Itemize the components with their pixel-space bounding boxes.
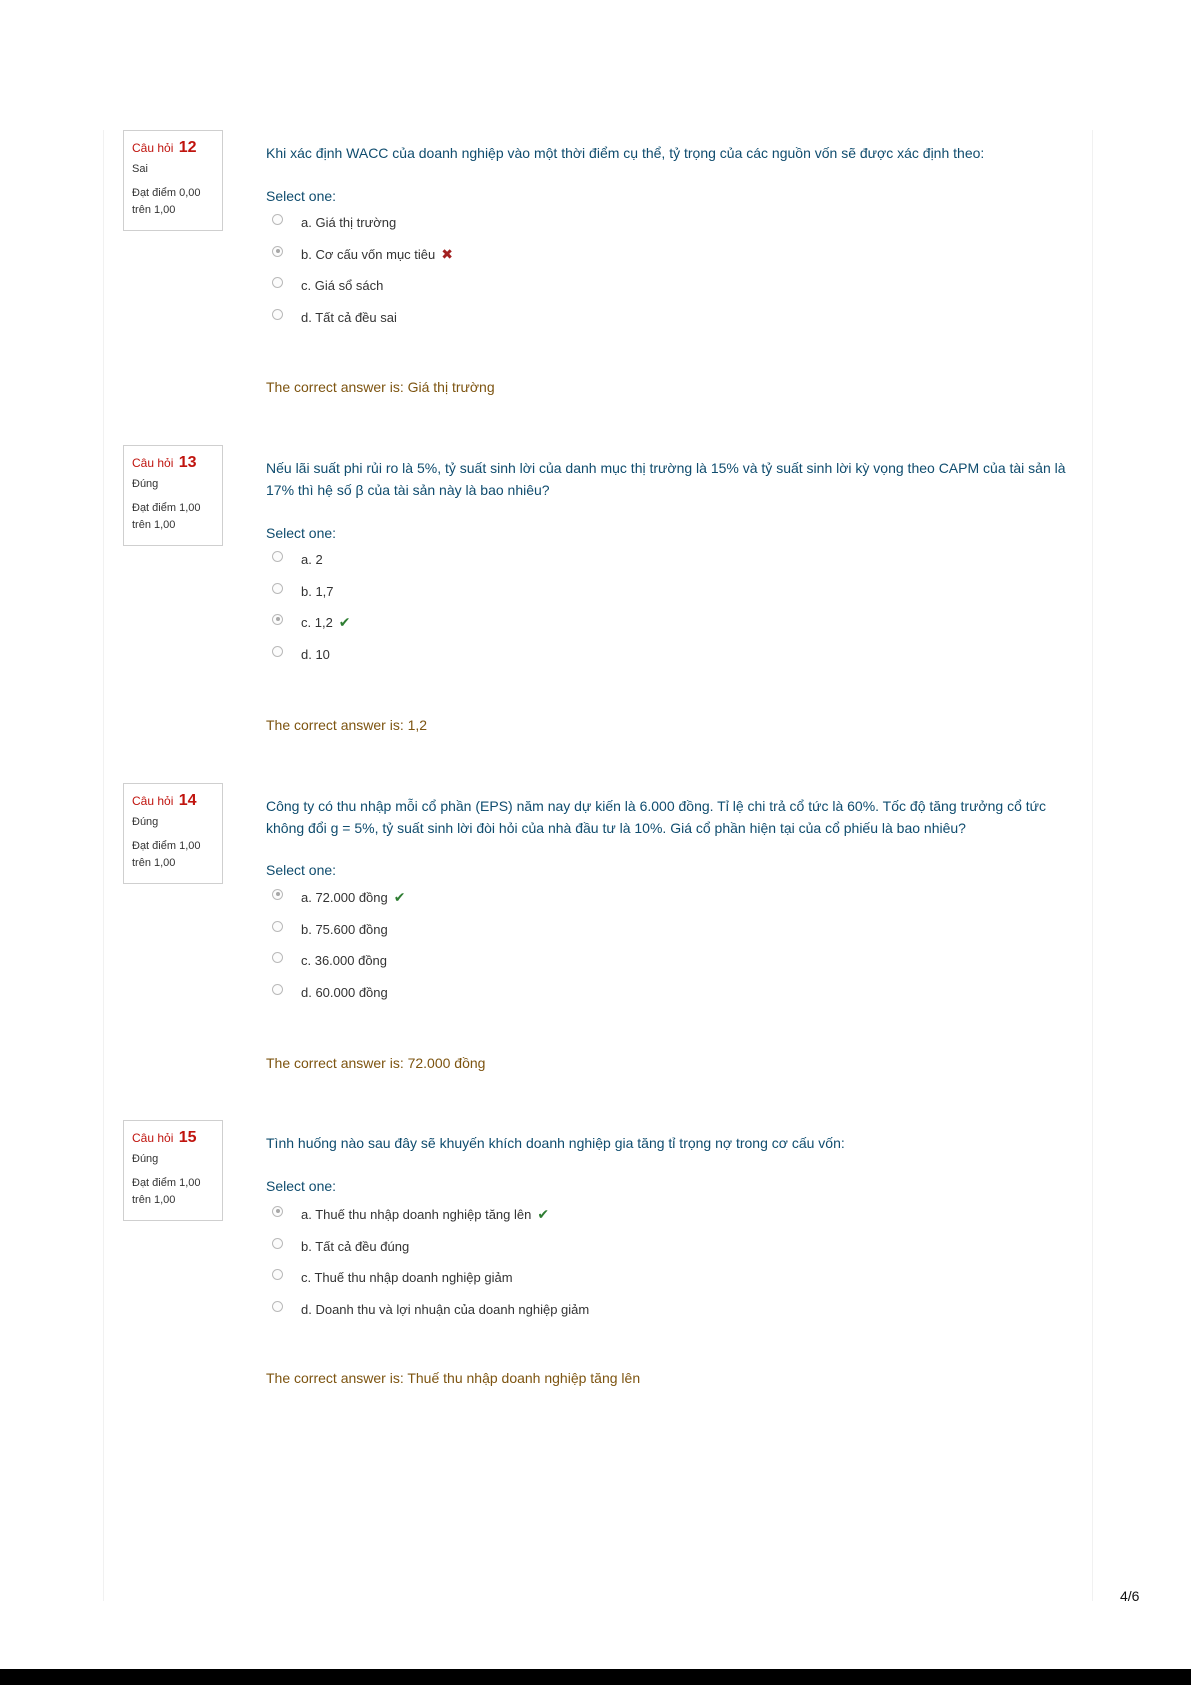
radio-button[interactable] <box>272 214 283 225</box>
question-label: Câu hỏi <box>132 141 174 155</box>
radio-button[interactable] <box>272 551 283 562</box>
question-state: Đúng <box>132 478 159 490</box>
option-label: a. Giá thị trường <box>301 214 397 230</box>
option-label: a. 72.000 đồng <box>301 889 388 905</box>
question-state: Đúng <box>132 1153 159 1165</box>
question-text: Tình huống nào sau đây sẽ khuyến khích doanh nghiệp gia tăng tỉ trọng nợ trong cơ cấu vốn: <box>266 1135 845 1151</box>
question-number-value: 15 <box>178 1129 197 1146</box>
option-label: b. 75.600 đồng <box>301 921 388 937</box>
question-12 <box>123 130 1063 410</box>
option-label: c. 1,2 <box>301 614 333 630</box>
correct-answer-feedback: The correct answer is: Giá thị trường <box>266 379 495 395</box>
question-grade: Đạt điểm 1,00 trên 1,00 <box>132 1177 201 1206</box>
question-number <box>132 792 222 810</box>
question-14 <box>123 783 1063 1073</box>
page-number: 4/6 <box>1120 1588 1140 1604</box>
correct-check-icon: ✔ <box>537 1205 550 1222</box>
radio-button[interactable] <box>272 921 283 932</box>
question-label: Câu hỏi <box>132 1131 174 1145</box>
answer-option-d[interactable] <box>272 645 330 663</box>
question-state: Sai <box>132 163 148 175</box>
radio-button[interactable] <box>272 309 283 320</box>
option-label: b. 1,7 <box>301 583 334 599</box>
radio-button-checked[interactable] <box>272 1206 283 1217</box>
answer-option-b[interactable] <box>272 920 388 938</box>
question-label: Câu hỏi <box>132 456 174 470</box>
radio-button[interactable] <box>272 1238 283 1249</box>
option-label: b. Cơ cấu vốn mục tiêu <box>301 246 436 262</box>
radio-button-checked[interactable] <box>272 246 283 257</box>
question-number <box>132 139 222 157</box>
option-label: c. 36.000 đồng <box>301 952 388 968</box>
radio-button[interactable] <box>272 952 283 963</box>
radio-button[interactable] <box>272 583 283 594</box>
option-label: b. Tất cả đều đúng <box>301 1238 410 1254</box>
question-text: Nếu lãi suất phi rủi ro là 5%, tỷ suất sinh lời của danh mục thị trường là 15% và tỷ suất sinh lời kỳ vọng theo CAPM của tài sản là 17% thì hệ số β của tài sản này là bao nhiêu? <box>266 460 1066 498</box>
option-label: a. 2 <box>301 551 323 567</box>
answer-option-c[interactable] <box>272 276 383 294</box>
radio-button[interactable] <box>272 1301 283 1312</box>
incorrect-icon: ✖ <box>441 245 453 262</box>
radio-button[interactable] <box>272 646 283 657</box>
question-number-value: 13 <box>178 454 197 471</box>
question-number-value: 12 <box>178 139 197 156</box>
correct-check-icon: ✔ <box>393 888 406 905</box>
question-grade: Đạt điểm 0,00 trên 1,00 <box>132 187 201 216</box>
select-one-prompt: Select one: <box>266 862 337 878</box>
question-state: Đúng <box>132 816 159 828</box>
question-grade: Đạt điểm 1,00 trên 1,00 <box>132 840 201 869</box>
correct-answer-feedback: The correct answer is: Thuế thu nhập doanh nghiệp tăng lên <box>266 1370 641 1386</box>
question-text: Khi xác định WACC của doanh nghiệp vào một thời điểm cụ thể, tỷ trọng của các nguồn vốn sẽ được xác định theo: <box>266 145 985 161</box>
select-one-prompt: Select one: <box>266 188 337 204</box>
option-label: c. Thuế thu nhập doanh nghiệp giảm <box>301 1269 513 1285</box>
option-label: d. 10 <box>301 646 330 662</box>
question-number-value: 14 <box>178 792 197 809</box>
option-label: a. Thuế thu nhập doanh nghiệp tăng lên <box>301 1206 532 1222</box>
answer-option-d[interactable] <box>272 1300 589 1318</box>
radio-button[interactable] <box>272 984 283 995</box>
radio-button[interactable] <box>272 277 283 288</box>
question-label: Câu hỏi <box>132 794 174 808</box>
question-info-box <box>123 1120 223 1221</box>
radio-button-checked[interactable] <box>272 614 283 625</box>
question-13 <box>123 445 1066 735</box>
correct-check-icon: ✔ <box>338 613 351 630</box>
answer-option-a[interactable] <box>272 213 396 231</box>
answer-option-b[interactable] <box>272 1237 409 1255</box>
answer-option-b[interactable] <box>272 582 334 600</box>
select-one-prompt: Select one: <box>266 525 337 541</box>
option-label: d. Tất cả đều sai <box>301 309 397 325</box>
answer-option-c[interactable] <box>272 613 351 631</box>
answer-option-c[interactable] <box>272 1268 513 1286</box>
answer-option-d[interactable] <box>272 983 388 1001</box>
correct-answer-feedback: The correct answer is: 1,2 <box>266 717 428 733</box>
option-label: c. Giá sổ sách <box>301 277 384 293</box>
option-label: d. Doanh thu và lợi nhuận của doanh nghiệp giảm <box>301 1301 590 1317</box>
radio-button[interactable] <box>272 1269 283 1280</box>
answer-option-a[interactable] <box>272 1205 549 1223</box>
answer-option-c[interactable] <box>272 951 387 969</box>
correct-answer-feedback: The correct answer is: 72.000 đồng <box>266 1055 486 1071</box>
question-15 <box>123 1120 1063 1400</box>
question-number <box>132 454 222 472</box>
select-one-prompt: Select one: <box>266 1178 337 1194</box>
answer-option-a[interactable] <box>272 550 323 568</box>
question-info-box <box>123 783 223 884</box>
question-text: Công ty có thu nhập mỗi cổ phần (EPS) năm nay dự kiến là 6.000 đồng. Tỉ lệ chi trả cổ tức là 60%. Tốc độ tăng trưởng cổ tức không đổi g = 5%, tỷ suất sinh lời đòi hỏi của nhà đầu tư là 10%. Giá cổ phần hiện tại của cổ phiếu là bao nhiêu? <box>266 798 1047 836</box>
radio-button-checked[interactable] <box>272 889 283 900</box>
answer-option-a[interactable] <box>272 888 405 906</box>
answer-option-b[interactable] <box>272 245 453 263</box>
option-label: d. 60.000 đồng <box>301 984 388 1000</box>
answer-option-d[interactable] <box>272 308 397 326</box>
question-grade: Đạt điểm 1,00 trên 1,00 <box>132 502 201 531</box>
question-number <box>132 1129 222 1147</box>
bottom-black-bar <box>0 1669 1191 1685</box>
question-info-box <box>123 130 223 231</box>
question-info-box <box>123 445 223 546</box>
